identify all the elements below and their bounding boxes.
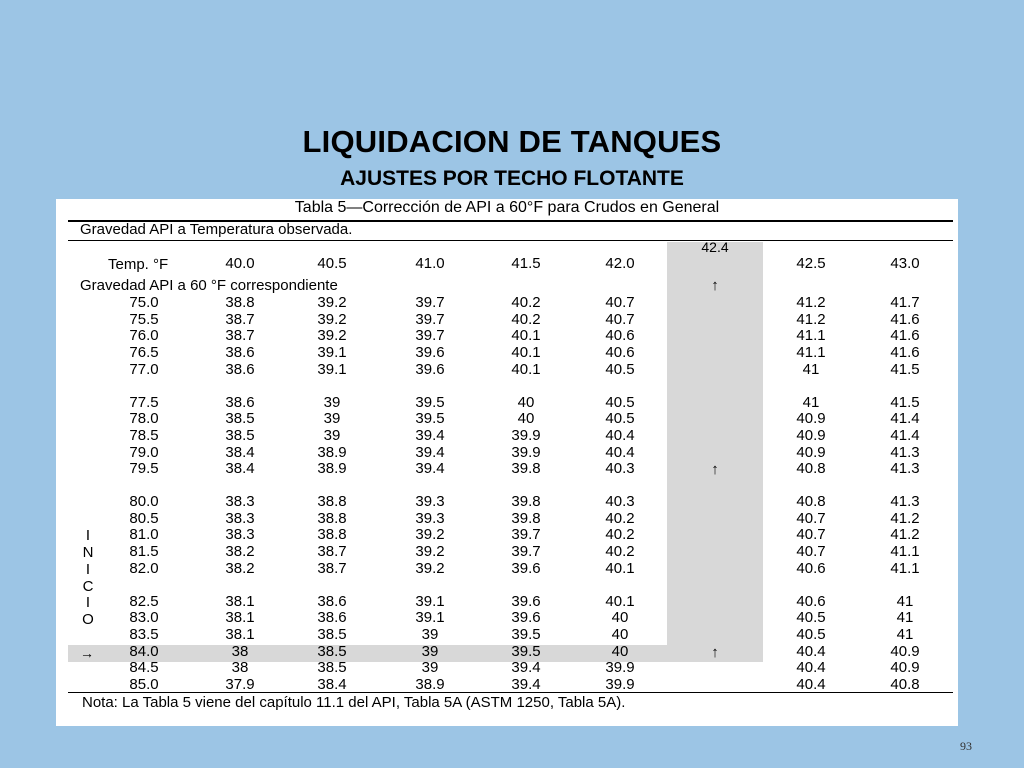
gravity-cell: 38.6 [225,360,255,378]
gravity-cell: 38 [231,642,249,660]
gravity-cell: 38.5 [317,642,347,660]
gravity-cell: 40.1 [605,592,635,610]
gravity-cell: 39 [323,426,341,444]
gravity-cell: 37.9 [225,676,255,693]
gravity-cell: 40.9 [796,426,826,444]
gravity-cell: 40.7 [796,509,826,527]
gravity-cell: 41.3 [890,443,920,461]
gravity-cell: 39.9 [511,426,541,444]
gravity-cell: 40.7 [796,526,826,544]
gravity-cell: 41.3 [890,460,920,478]
gravity-cell: 40 [611,642,629,660]
slide-title: LIQUIDACION DE TANQUES [302,124,722,159]
column-header: 40.0 [225,255,255,272]
api-correction-table [56,199,958,726]
temperature-header: Temp. °F [108,256,169,273]
gravity-cell: 40.5 [605,410,635,428]
slide-subtitle: AJUSTES POR TECHO FLOTANTE [340,167,684,190]
gravity-cell: 40.5 [796,609,826,627]
gravity-cell: 39.3 [415,509,445,527]
gravity-cell: 39.2 [317,327,347,345]
gravity-cell: 40.4 [796,659,826,677]
gravity-cell: 41.2 [890,526,920,544]
up-arrow-icon: ↑ [711,277,719,294]
gravity-cell: 38.5 [317,625,347,643]
gravity-cell: 40.2 [605,509,635,527]
column-header: 43.0 [890,255,920,272]
gravity-cell: 38.6 [317,609,347,627]
gravity-cell: 38.3 [225,526,255,544]
gravity-cell: 38.1 [225,592,255,610]
gravity-cell: 40.1 [511,344,541,362]
gravity-cell: 38.9 [317,443,347,461]
gravity-cell: 39.7 [415,294,445,311]
gravity-cell: 38.5 [225,410,255,428]
gravity-cell: 41.7 [890,294,920,311]
gravity-cell: 39.2 [317,310,347,328]
gravity-cell: 41.5 [890,393,920,411]
gravity-cell: 39.4 [415,443,445,461]
header-rule [68,240,953,241]
gravity-cell: 39.9 [511,443,541,461]
gravity-cell: 40.4 [796,676,826,693]
temperature-cell: 75.0 [129,294,159,311]
inicio-letter: N [82,544,94,562]
gravity-cell: 40.5 [605,360,635,378]
gravity-cell: 39.7 [415,327,445,345]
interpolated-column-value: 42.4 [701,239,729,255]
gravity-cell: 40.6 [796,592,826,610]
gravity-cell: 40.7 [605,310,635,328]
up-arrow-icon: ↑ [711,643,719,661]
gravity-cell: 40 [611,609,629,627]
gravity-cell: 38.5 [317,659,347,677]
gravity-cell: 40.2 [511,294,541,311]
gravity-cell: 40.6 [796,559,826,577]
gravity-cell: 40.8 [796,460,826,478]
gravity-cell: 41.5 [890,360,920,378]
gravity-cell: 39.2 [415,543,445,561]
gravity-cell: 39 [323,393,341,411]
gravity-cell: 40.8 [890,676,920,693]
gravity-cell: 38.4 [225,460,255,478]
gravity-cell: 41 [896,592,914,610]
gravity-cell: 39.2 [415,559,445,577]
gravity-cell: 40.3 [605,493,635,510]
gravity-cell: 39.6 [511,559,541,577]
gravity-cell: 40.2 [605,543,635,561]
gravity-cell: 40.8 [796,493,826,510]
column-header: 40.5 [317,255,347,272]
gravity-cell: 39.9 [605,659,635,677]
table-caption: Tabla 5—Corrección de API a 60°F para Crudos en General [294,199,720,216]
column-header: 42.0 [605,255,635,272]
gravity-cell: 40.7 [605,294,635,311]
gravity-cell: 39.7 [511,526,541,544]
column-header: 41.0 [415,255,445,272]
gravity-cell: 39.2 [415,526,445,544]
temperature-cell: 82.0 [129,559,159,577]
temperature-cell: 75.5 [129,310,159,328]
gravity-cell: 38.1 [225,609,255,627]
table-note: Nota: La Tabla 5 viene del capítulo 11.1 del API, Tabla 5A (ASTM 1250, Tabla 5A). [82,694,626,711]
temperature-cell: 76.5 [129,344,159,362]
gravity-cell: 38.2 [225,559,255,577]
gravity-cell: 39.1 [317,344,347,362]
gravity-cell: 40 [517,410,535,428]
gravity-cell: 41 [896,625,914,643]
gravity-cell: 40 [517,393,535,411]
gravity-cell: 40.4 [796,642,826,660]
gravity-cell: 41.6 [890,344,920,362]
gravity-cell: 38.1 [225,625,255,643]
gravity-cell: 41.6 [890,327,920,345]
inicio-letter: O [82,610,94,628]
gravity-cell: 39.6 [415,344,445,362]
gravity-cell: 38.6 [225,393,255,411]
gravity-cell: 39.8 [511,460,541,478]
gravity-cell: 40.9 [890,642,920,660]
temperature-cell: 79.0 [129,443,159,461]
gravity-cell: 41.3 [890,493,920,510]
gravity-cell: 39.4 [511,676,541,693]
gravity-cell: 39.5 [415,410,445,428]
gravity-cell: 39.4 [511,659,541,677]
temperature-cell: 78.0 [129,410,159,428]
gravity-cell: 40.2 [605,526,635,544]
inicio-letter: I [85,560,91,578]
temperature-cell: 79.5 [129,460,159,478]
temperature-cell: 76.0 [129,327,159,345]
gravity-cell: 41.1 [890,559,920,577]
gravity-cell: 39.8 [511,493,541,510]
gravity-cell: 38.3 [225,493,255,510]
gravity-cell: 40.2 [511,310,541,328]
gravity-cell: 40.6 [605,327,635,345]
gravity-cell: 38.8 [317,509,347,527]
gravity-cell: 39.9 [605,676,635,693]
up-arrow-icon: ↑ [711,461,719,479]
gravity-cell: 41 [802,360,820,378]
selected-row-pointer: → [80,645,94,661]
temperature-cell: 85.0 [129,676,159,693]
temperature-cell: 81.5 [129,543,159,561]
gravity-cell: 39 [421,625,439,643]
gravity-cell: 41.1 [890,543,920,561]
gravity-cell: 41.4 [890,410,920,428]
gravity-cell: 38.7 [317,543,347,561]
gravity-cell: 41.2 [890,509,920,527]
gravity-cell: 39.5 [415,393,445,411]
temperature-cell: 83.0 [129,609,159,627]
gravity-cell: 38.7 [317,559,347,577]
gravity-cell: 41.2 [796,310,826,328]
gravity-cell: 39 [323,410,341,428]
inicio-letter: I [85,527,91,545]
gravity-cell: 39 [421,642,439,660]
gravity-cell: 41.6 [890,310,920,328]
gravity-cell: 38.4 [317,676,347,693]
gravity-cell: 41.2 [796,294,826,311]
gravity-cell: 38.9 [317,460,347,478]
gravity-cell: 40.1 [511,360,541,378]
group-header: Gravedad API a Temperatura observada. [80,221,353,238]
gravity-cell: 40.5 [796,625,826,643]
gravity-cell: 38.4 [225,443,255,461]
gravity-cell: 38.6 [317,592,347,610]
gravity-cell: 39.5 [511,642,541,660]
gravity-cell: 38.3 [225,509,255,527]
temperature-cell: 77.0 [129,360,159,378]
gravity-cell: 38.6 [225,344,255,362]
gravity-cell: 38 [231,659,249,677]
gravity-cell: 39.1 [317,360,347,378]
gravity-cell: 41.1 [796,327,826,345]
gravity-cell: 39.5 [511,625,541,643]
gravity-cell: 39.1 [415,609,445,627]
gravity-cell: 39.4 [415,460,445,478]
interpolated-column-highlight [667,242,763,662]
temperature-cell: 82.5 [129,592,159,610]
gravity-cell: 40.4 [605,443,635,461]
gravity-cell: 41.1 [796,344,826,362]
gravity-cell: 38.8 [317,493,347,510]
gravity-cell: 39.4 [415,426,445,444]
gravity-cell: 38.8 [317,526,347,544]
temperature-cell: 78.5 [129,426,159,444]
inicio-letter: C [82,577,94,595]
gravity-cell: 39.7 [511,543,541,561]
temperature-cell: 80.0 [129,493,159,510]
gravity-cell: 40 [611,625,629,643]
gravity-cell: 39 [421,659,439,677]
temperature-cell: 80.5 [129,509,159,527]
page-number: 93 [960,739,972,753]
column-header: 41.5 [511,255,541,272]
gravity-cell: 38.7 [225,327,255,345]
corrected-gravity-header: Gravedad API a 60 °F correspondiente [80,277,338,294]
gravity-cell: 40.1 [605,559,635,577]
gravity-cell: 40.9 [796,443,826,461]
gravity-cell: 41 [896,609,914,627]
gravity-cell: 40.9 [890,659,920,677]
gravity-cell: 38.5 [225,426,255,444]
temperature-cell: 77.5 [129,393,159,411]
temperature-cell: 83.5 [129,625,159,643]
gravity-cell: 40.7 [796,543,826,561]
gravity-cell: 39.6 [415,360,445,378]
gravity-cell: 41 [802,393,820,411]
gravity-cell: 39.8 [511,509,541,527]
gravity-cell: 39.2 [317,294,347,311]
gravity-cell: 40.9 [796,410,826,428]
temperature-cell: 84.5 [129,659,159,677]
gravity-cell: 38.8 [225,294,255,311]
gravity-cell: 38.7 [225,310,255,328]
gravity-cell: 38.9 [415,676,445,693]
gravity-cell: 40.5 [605,393,635,411]
gravity-cell: 39.7 [415,310,445,328]
gravity-cell: 41.4 [890,426,920,444]
gravity-cell: 39.1 [415,592,445,610]
gravity-cell: 40.1 [511,327,541,345]
temperature-cell: 84.0 [129,642,159,660]
column-header: 42.5 [796,255,826,272]
gravity-cell: 39.6 [511,609,541,627]
gravity-cell: 39.6 [511,592,541,610]
gravity-cell: 39.3 [415,493,445,510]
gravity-cell: 40.3 [605,460,635,478]
gravity-cell: 40.6 [605,344,635,362]
temperature-cell: 81.0 [129,526,159,544]
inicio-letter: I [85,594,91,612]
gravity-cell: 38.2 [225,543,255,561]
gravity-cell: 40.4 [605,426,635,444]
